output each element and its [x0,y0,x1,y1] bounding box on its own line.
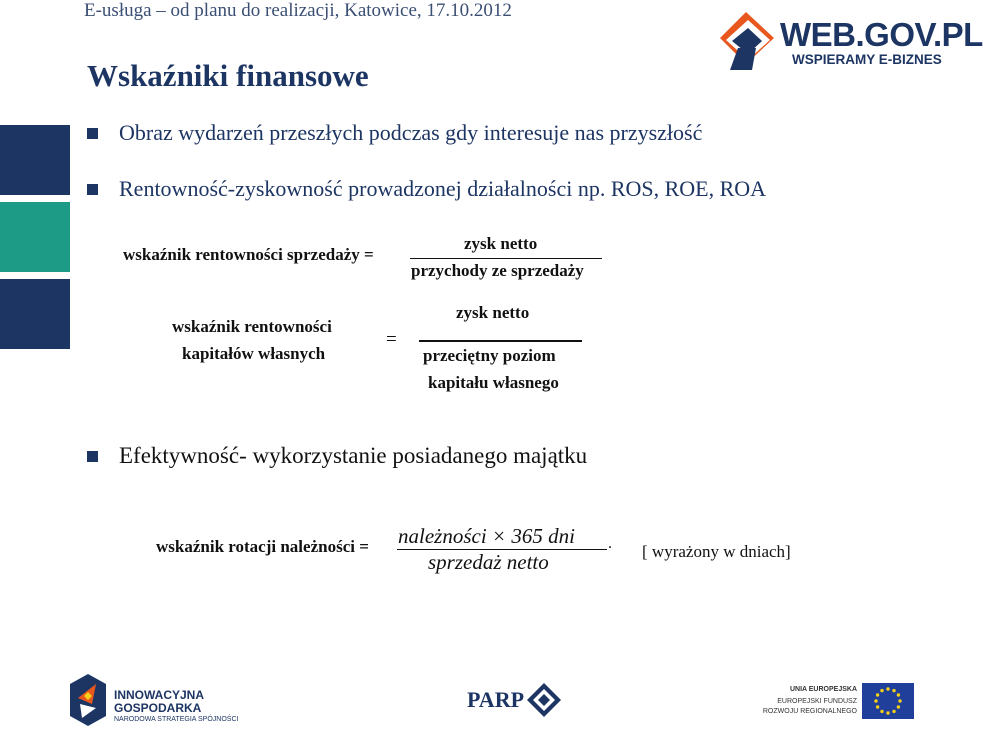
innovation-emblem-icon [70,674,106,726]
bullet-text-1: Obraz wydarzeń przeszłych podczas gdy interesuje nas przyszłość [119,120,703,145]
webgov-brand-name: WEB.GOV.PL [780,16,983,53]
formula-turnover-denominator: sprzedaż netto [428,550,549,574]
webgov-tagline: WSPIERAMY E-BIZNES [792,52,942,67]
event-header: E-usługa – od planu do realizacji, Katowice, 17.10.2012 [84,0,512,21]
formula-roe-denominator-line2: kapitału własnego [428,373,559,392]
formula-turnover-dot: . [608,535,612,552]
formula-ros-denominator: przychody ze sprzedaży [411,261,584,280]
innovation-line1: INNOWACYJNA [114,688,205,702]
eu-line1: UNIA EUROPEJSKA [789,686,857,693]
formula-ros-numerator: zysk netto [464,234,538,253]
eu-line2: EUROPEJSKI FUNDUSZ [777,698,857,705]
bullet-marker [87,451,98,462]
bullet-marker [87,184,98,195]
eu-flag-icon [862,683,914,719]
eu-line3: ROZWOJU REGIONALNEGO [762,708,857,715]
side-block-teal [0,202,70,272]
innovation-line3: NARODOWA STRATEGIA SPÓJNOŚCI [114,716,239,723]
side-block-navy-bottom [0,279,70,349]
innovation-logo [70,674,245,728]
eu-logo [762,683,915,723]
innovation-line2: GOSPODARKA [114,701,202,715]
parp-wordmark: PARP [467,687,525,712]
formula-turnover-lhs: wskaźnik rotacji należności = [156,537,369,556]
bullet-marker [87,128,98,139]
formula-roe-denominator-line1: przeciętny poziom [423,346,556,365]
webgov-logo [712,8,983,78]
formula-roe-numerator: zysk netto [456,303,530,322]
parp-logo [467,683,567,719]
bullet-text-2: Rentowność-zyskowność prowadzonej działalności np. ROS, ROE, ROA [119,176,767,201]
side-block-navy-top [0,125,70,195]
formula-roe-equals: = [386,329,397,350]
formula-roe-lhs-line2: kapitałów własnych [182,344,326,363]
formula-turnover-note: [ wyrażony w dniach] [642,542,791,561]
formula-ros-lhs: wskaźnik rentowności sprzedaży = [123,245,374,264]
formula-roe-lhs-line1: wskaźnik rentowności [172,317,332,336]
webgov-logo-icon [712,8,782,74]
formula-roe-fraction-bar [419,340,582,342]
parp-emblem-icon [527,683,561,717]
formula-turnover-numerator: należności × 365 dni [398,524,575,548]
slide-title: Wskaźniki finansowe [87,58,369,93]
formula-ros-fraction-bar [410,258,602,259]
bullet-text-3: Efektywność- wykorzystanie posiadanego majątku [119,443,588,468]
